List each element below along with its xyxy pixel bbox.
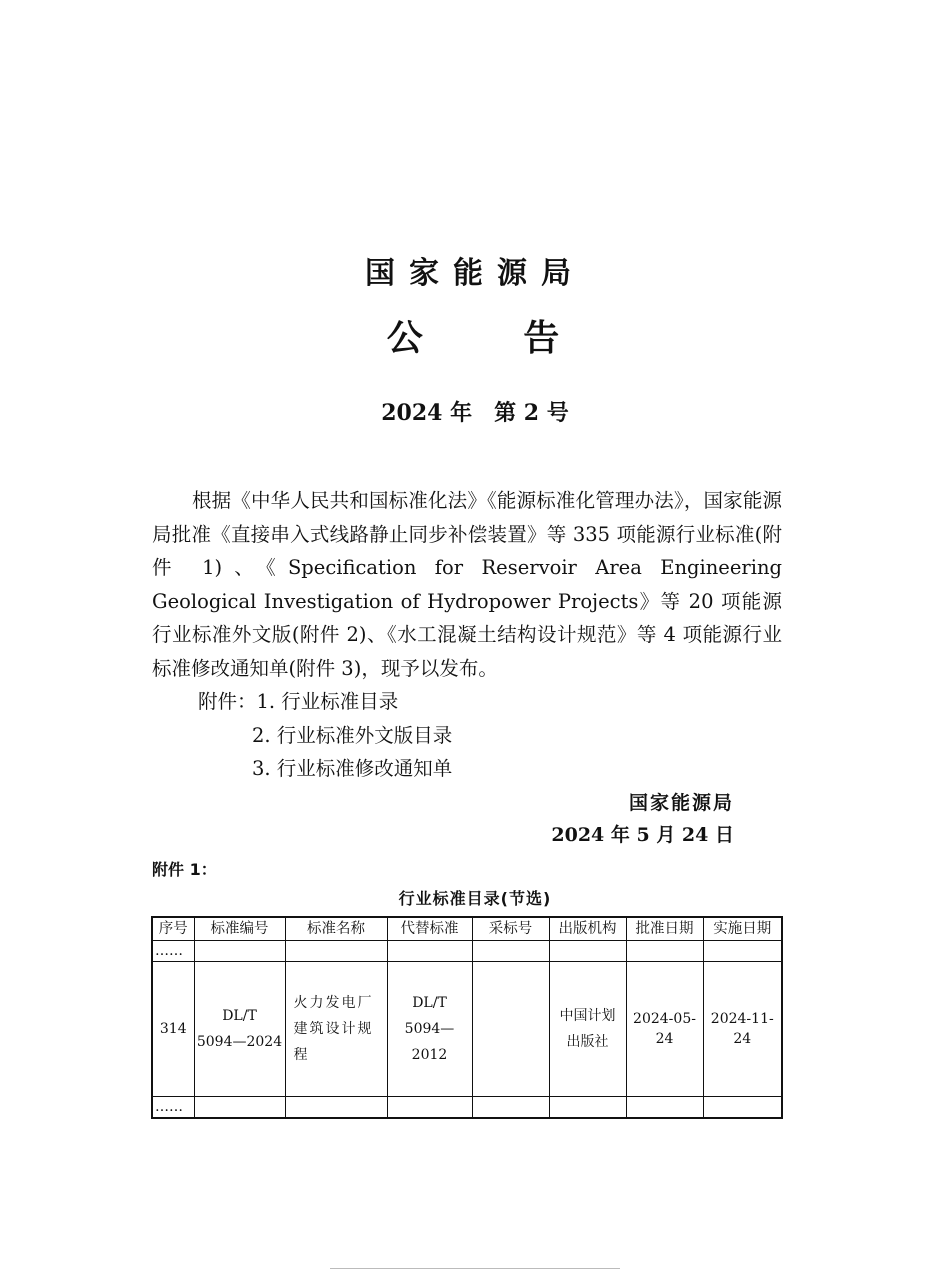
table-header-row <box>152 917 782 941</box>
table-row <box>152 962 782 1097</box>
code-cell <box>194 962 285 1097</box>
code-number: 5094—2024 <box>196 1034 283 1050</box>
replaces-prefix: DL/T <box>412 995 447 1011</box>
attachment-item-1: 附件：1. 行业标准目录 <box>198 690 399 713</box>
table-row-ellipsis <box>152 1097 782 1119</box>
column-header: 代替标准 <box>387 917 472 941</box>
document-type: 公 告 <box>386 318 604 359</box>
replaces-number: 5094—2012 <box>404 1021 455 1063</box>
adopt-cell <box>472 962 549 1097</box>
scan-edge-line <box>330 1268 620 1269</box>
replaces-cell <box>387 962 472 1097</box>
body-paragraph: 根据《中华人民共和国标准化法》《能源标准化管理办法》，国家能源局批准《直接串入式线路静止同步补偿装置》等 335 项能源行业标准(附件 1)、《Specification for Reservoir Area Engineering Geological Investigation of Hydropower Projects》等 20 项能源行业标准外文版(附件 2)、《水工混凝土结构设计规范》等 4 项能源行业标准修改通知单(附件 3)，现予以发布。 <box>152 489 782 680</box>
column-header: 实施日期 <box>703 917 782 941</box>
table-title: 行业标准目录(节选) <box>398 889 552 908</box>
column-header: 批准日期 <box>626 917 703 941</box>
approved-date-cell: 2024-05-24 <box>626 962 703 1097</box>
standards-table <box>151 916 783 1119</box>
issue-number: 2024 年 第 2 号 <box>381 400 569 426</box>
column-header: 序号 <box>152 917 194 941</box>
seq-cell: 314 <box>152 962 194 1097</box>
signature-date: 2024 年 5 月 24 日 <box>551 824 734 846</box>
standard-name-cell: 火力发电厂建筑设计规程 <box>285 962 387 1097</box>
column-header: 采标号 <box>472 917 549 941</box>
column-header: 出版机构 <box>549 917 626 941</box>
signature-agency: 国家能源局 <box>628 792 734 814</box>
column-header: 标准名称 <box>285 917 387 941</box>
publisher-cell: 中国计划出版社 <box>549 962 626 1097</box>
table-row-ellipsis <box>152 941 782 962</box>
attachment-item-2: 2. 行业标准外文版目录 <box>252 724 453 747</box>
annex-label: 附件 1： <box>152 860 217 879</box>
attachment-item-3: 3. 行业标准修改通知单 <box>252 757 453 780</box>
agency-title: 国家能源局 <box>365 256 585 291</box>
ellipsis-cell: …… <box>152 941 194 962</box>
effective-date-cell: 2024-11-24 <box>703 962 782 1097</box>
ellipsis-cell: …… <box>152 1097 194 1119</box>
column-header: 标准编号 <box>194 917 285 941</box>
code-prefix: DL/T <box>222 1008 257 1024</box>
